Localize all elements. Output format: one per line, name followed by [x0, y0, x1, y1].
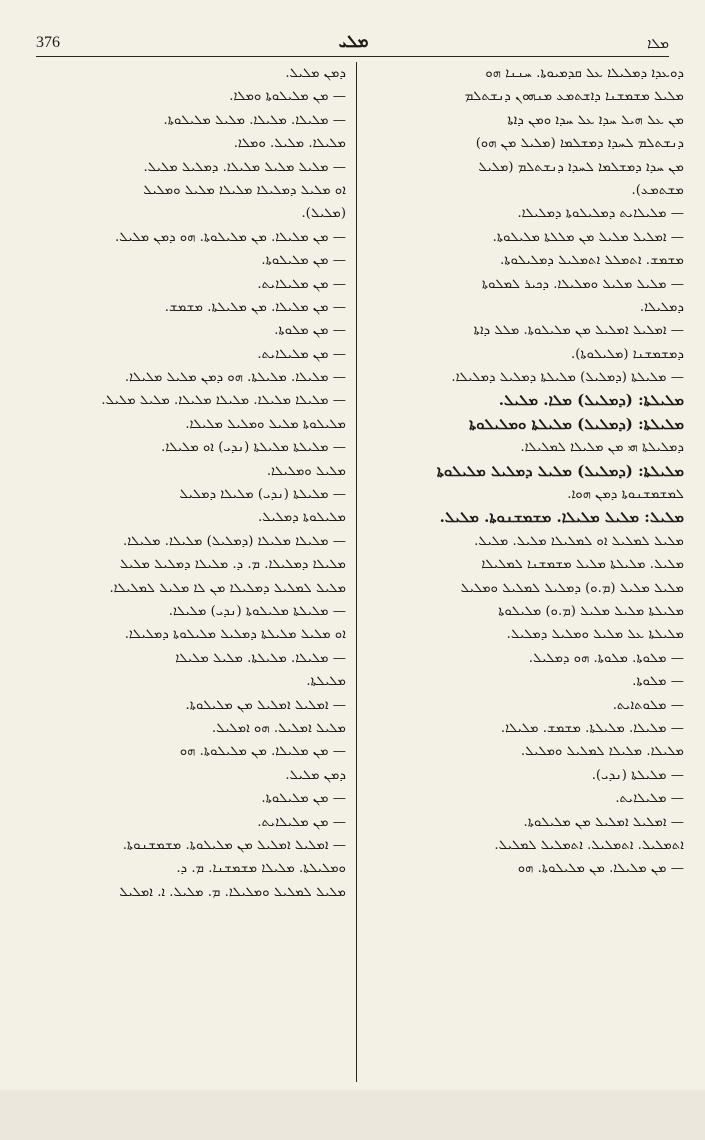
text-line: ܡܠܝܠ ܘܡܠܝܠܐ. — [266, 463, 346, 479]
text-line: ܡܠܝܠ ܠܡܠܝܠ ܘܡܠܝܠܐ. ܡ. ܡܠܝܠ. ܐ. ܐܡܠܝܠ — [119, 884, 346, 900]
text-line: ܡܫܬܡܥ). — [631, 182, 684, 198]
text-line: ܡܠܝܠܬܐ: (ܕܡܠܝܠ) ܡܠܐ. ܡܠܝܠ. — [498, 391, 684, 410]
text-line: — ܡܠܝܠ ܡܠܝܠ ܡܠܝܠܐ. ܕܡܠܝܠ ܡܠܝܠ. — [143, 159, 346, 175]
text-line: — ܡܠܝܠܐ. ܡܠܝܠܬܐ. ܡܠܝܠ ܡܠܝܠܐ — [175, 650, 346, 666]
text-line: ܡܠܝܠܐ. ܡܠܝܠ. ܘܡܠܐ. — [233, 136, 346, 152]
text-line: (ܡܠܝܠ). — [301, 206, 346, 222]
text-line: — ܡܠܝܠܬܐ (ܕܡܠܝܠ) ܡܠܝܠܬܐ ܕܡܠܝܠ ܕܡܠܝܠܐ. — [451, 370, 684, 386]
text-line: — ܡܠܘܬܐ. — [632, 674, 684, 690]
page-header — [36, 28, 669, 52]
text-line: ܡܠܝܠ ܠܡܠܝܠ ܐܘ ܠܡܠܝܠܐ ܡܠܝܠ. ܡܠܝܠ. — [474, 533, 684, 549]
text-line: — ܡܠܝܠܐ. ܡܠܝܠܬܐ. ܗܘ ܕܡܢ ܡܠܝܠ ܡܠܝܠܐ. — [124, 370, 346, 386]
text-line: ܡܠܝܠܬܐ ܥܠ ܡܠܝܠ ܘܡܠܝܠ ܕܡܠܝܠ. — [506, 627, 684, 643]
text-line: — ܡܢ ܡܠܝܠܘܬܐ. — [261, 791, 346, 807]
catchword: ܡܠܐ — [647, 36, 669, 52]
text-line: — ܡܢ ܡܠܝܠܐܝܬ. — [257, 276, 346, 292]
text-line: — ܡܠܝܠܐ. ܡܠܝܠܬܐ. ܡܫܡܫ. ܡܠܝܠܐ. — [500, 720, 684, 736]
text-line: ܕܡܫܡܫܢܐ (ܡܠܝܠܘܬܐ). — [571, 346, 684, 362]
text-line: ܡܠܝܠܐ. ܡܠܝܠܐ ܠܡܠܝܠ ܘܡܠܝܠ. — [520, 744, 684, 760]
text-line: ܕܡܢ ܡܠܝܠ. — [285, 767, 346, 783]
text-line: ܡܠܝܠܐ ܕܡܠܝܠܐ. ܡ. ܕ. ܡܠܝܠܐ ܕܡܠܝܠ ܡܠܝܠ — [119, 557, 346, 573]
text-line: ܡܠܝܠ. ܡܠܝܠܬܐ ܡܠܝܠ ܡܫܡܫܢܐ ܠܡܠܝܠܐ — [481, 557, 684, 573]
text-line: — ܡܢ ܡܠܝܠܐ. ܡܢ ܡܠܝܠܘܬܐ. ܗܘ ܕܡܢ ܡܠܝܠ. — [114, 229, 346, 245]
text-line: ܐܘ ܡܠܝܠ ܡܠܝܠܬܐ ܕܡܠܝܠ ܡܠܝܠܘܬܐ ܕܡܠܝܠܐ. — [124, 627, 346, 643]
text-line: — ܐܡܠܝܠ ܡܠܝܠ ܡܢ ܡܠܠܬܐ ܡܠܝܠܘܬܐ. — [492, 229, 684, 245]
text-line: ܐܬܡܠܝܠ. ܐܬܡܠܝܠ. ܐܬܡܠܝܠ ܠܡܠܝܠ. — [494, 837, 684, 853]
text-line: ܡܫܡܫ. ܐܬܡܠܠ ܐܬܡܠܝܠ ܕܡܠܝܠܘܬܐ. — [500, 253, 684, 269]
text-line: — ܡܠܝܠ ܡܠܝܠ ܘܡܠܝܠܐ. ܕܟܝܪ ܠܡܠܘܬܐ — [481, 276, 684, 292]
text-line: ܡܠܝܠ ܡܫܡܫܢܐ ܕܐܫܬܡܥ ܡܢܗܘܢ ܕܢܫܬܠܡ — [464, 89, 684, 105]
text-line: — ܡܢ ܡܠܘܬܐ. — [274, 323, 346, 339]
text-line: ܕܡܠܝܠܐ. — [639, 299, 684, 315]
text-line: ܡܠܝܠܬܐ: (ܕܡܠܝܠ) ܡܠܝܠ ܕܡܠܝܠ ܡܠܝܠܘܬܐ — [436, 461, 684, 480]
text-line: ܡܠܝܠ ܡܠܝܠ (ܡ.ܘ) ܕܡܠܝܠ ܠܡܠܝܠ ܘܡܠܝܠ — [460, 580, 684, 596]
text-line: ܕܢܫܬܠܡ ܠܚܕܐ ܕܡܫܠܡܐ (ܡܠܝܠ ܡܢ ܗܘ) — [475, 136, 684, 152]
text-line: ܕܡܠܝܠܬܐ ܗܝ ܡܢ ܡܠܝܠܐ ܠܡܠܝܠܐ. — [520, 440, 684, 456]
text-line: ܡܢ ܚܕܐ ܕܡܫܠܡܐ ܠܚܕܐ ܕܢܫܬܠܡ (ܡܠܝܠ — [478, 159, 684, 175]
text-line: ܡܠܝܠܘܬܐ ܡܠܝܠ ܘܡܠܝܠ ܡܠܝܠܐ. — [185, 416, 346, 432]
text-line: ܡܠܝܠܬܐ: (ܕܡܠܝܠ) ܡܠܝܠܬܐ ܘܡܠܝܠܘܬܐ — [468, 414, 684, 433]
left-column — [34, 62, 346, 904]
page-bottom-margin — [0, 1090, 705, 1140]
text-line: ܡܠܝܠܬܐ ܡܠܝܠ ܡܠܝܠ (ܡ.ܘ) ܡܠܝܠܘܬܐ — [498, 603, 684, 619]
text-line: — ܡܢ ܡܠܝܠܘܬܐ. — [261, 253, 346, 269]
text-line: — ܡܢ ܡܠܝܠܐ. ܡܢ ܡܠܝܠܬܐ. ܡܫܡܫ. — [164, 299, 346, 315]
text-line: — ܐܡܠܝܠ ܐܡܠܝܠ ܡܢ ܡܠܝܠܘܬܐ. — [185, 697, 346, 713]
running-title: ܡܠܝ — [338, 32, 369, 52]
text-line: — ܐܡܠܝܠ ܐܡܠܝܠ ܡܢ ܡܠܝܠܘܬܐ. ܡܫܡܫܢܘܬܐ. — [122, 837, 346, 853]
text-line: — ܡܠܝܠܐ ܡܠܝܠܐ. ܡܠܝܠܐ ܡܠܝܠܐ. ܡܠܝܠ ܡܠܝܠ. — [101, 393, 346, 409]
text-line: — ܡܢ ܡܠܝܠܐ. ܡܢ ܡܠܝܠܘܬܐ. ܗܘ — [517, 861, 684, 877]
text-line: ܠܡܫܡܫܢܘܬܐ ܕܡܢ ܗܘܐ. — [567, 487, 684, 503]
text-line: ܡܠܝܠܬܐ. — [306, 674, 346, 690]
text-line: — ܐܡܠܝܠ ܐܡܠܝܠ ܡܢ ܡܠܝܠܘܬܐ. — [523, 814, 684, 830]
text-line: ܕܘܥܕܐ ܕܡܠܝܠܐ ܥܠ ܩܕܡܝܘܬܐ. ܚܢܢܐ ܗܘ — [485, 66, 684, 81]
text-line: — ܐܡܠܝܠ ܐܡܠܝܠ ܡܢ ܡܠܝܠܘܬܐ. ܡܠܠ ܕܐܬܐ — [473, 323, 684, 339]
text-line: — ܡܠܝܠܐܝܬ ܕܡܠܝܠܘܬܐ ܕܡܠܝܠܐ. — [517, 206, 684, 222]
text-line: — ܡܢ ܡܠܝܠܐܝܬ. — [257, 814, 346, 830]
text-line: — ܡܠܝܠܬܐ ܡܠܝܠܘܬܐ (ܢܕܝ) ܡܠܝܠܐ. — [168, 603, 346, 619]
text-line: — ܡܢ ܡܠܝܠܘܬܐ ܘܡܠܐ. — [229, 89, 346, 105]
text-line: — ܡܢ ܡܠܝܠܐܝܬ. — [257, 346, 346, 362]
text-line: — ܡܠܝܠܬܐ (ܢܕܝ) ܡܠܝܠܐ ܕܡܠܝܠ — [179, 487, 346, 503]
text-line: — ܡܠܝܠܐ ܡܠܝܠܐ (ܕܡܠܝܠ) ܡܠܝܠܐ. ܡܠܝܠܐ. — [123, 533, 346, 549]
text-line: — ܡܠܝܠܬܐ (ܢܕܝ). — [591, 767, 684, 783]
text-line: ܕܡܢ ܡܠܝܠ. — [285, 66, 346, 81]
column-divider — [356, 62, 357, 1082]
text-line: — ܡܠܝܠܬܐ ܡܠܝܠܬܐ (ܢܕܝ) ܐܘ ܡܠܝܠܐ. — [161, 440, 346, 456]
text-line: ܡܠܝܠ: ܡܠܝܠ ܡܠܝܠܐ. ܡܫܡܫܢܘܬܐ. ܡܠܝܠ. — [439, 508, 684, 527]
text-line: ܡܢ ܥܠ ܗܝܠ ܚܕܐ ܥܠ ܚܕܐ ܘܡܢ ܕܐܬܐ — [507, 112, 684, 128]
text-line: ܐܘ ܡܠܝܠ ܕܡܠܝܠܐ ܡܠܝܠܐ ܡܠܝܠ ܘܡܠܝܠ — [143, 182, 346, 198]
text-line: — ܡܠܘܬܐ. ܡܠܘܬܐ. ܗܘ ܕܡܠܝܠ. — [528, 650, 684, 666]
text-line: ܡܠܝܠܘܬܐ ܕܡܠܝܠ. — [257, 510, 346, 526]
text-line: ܡܠܝܠ ܠܡܠܝܠ ܕܡܠܝܠܐ ܡܢ ܠܐ ܡܠܝܠ ܠܡܠܝܠܐ. — [109, 580, 346, 596]
text-line: ܘܡܠܝܠܬܐ. ܡܠܝܠܐ ܡܫܡܫܢܐ. ܡ. ܕ. — [176, 861, 346, 877]
text-line: ܡܠܝܠ ܐܡܠܝܠ. ܗܘ ܐܡܠܝܠ. — [211, 720, 346, 736]
text-line: — ܡܠܘܬܐܝܬ. — [612, 697, 684, 713]
text-line: — ܡܠܝܠܐܝܬ. — [615, 791, 684, 807]
text-line: — ܡܠܝܠܐ. ܡܠܝܠܐ. ܡܠܝܠ ܡܠܝܠܘܬܐ. — [163, 112, 346, 128]
right-column — [372, 62, 684, 881]
page-number: 376 — [36, 34, 60, 51]
header-rule — [36, 56, 669, 57]
text-line: — ܡܢ ܡܠܝܠܐ. ܡܢ ܡܠܝܠܘܬܐ. ܗܘ — [179, 744, 346, 760]
